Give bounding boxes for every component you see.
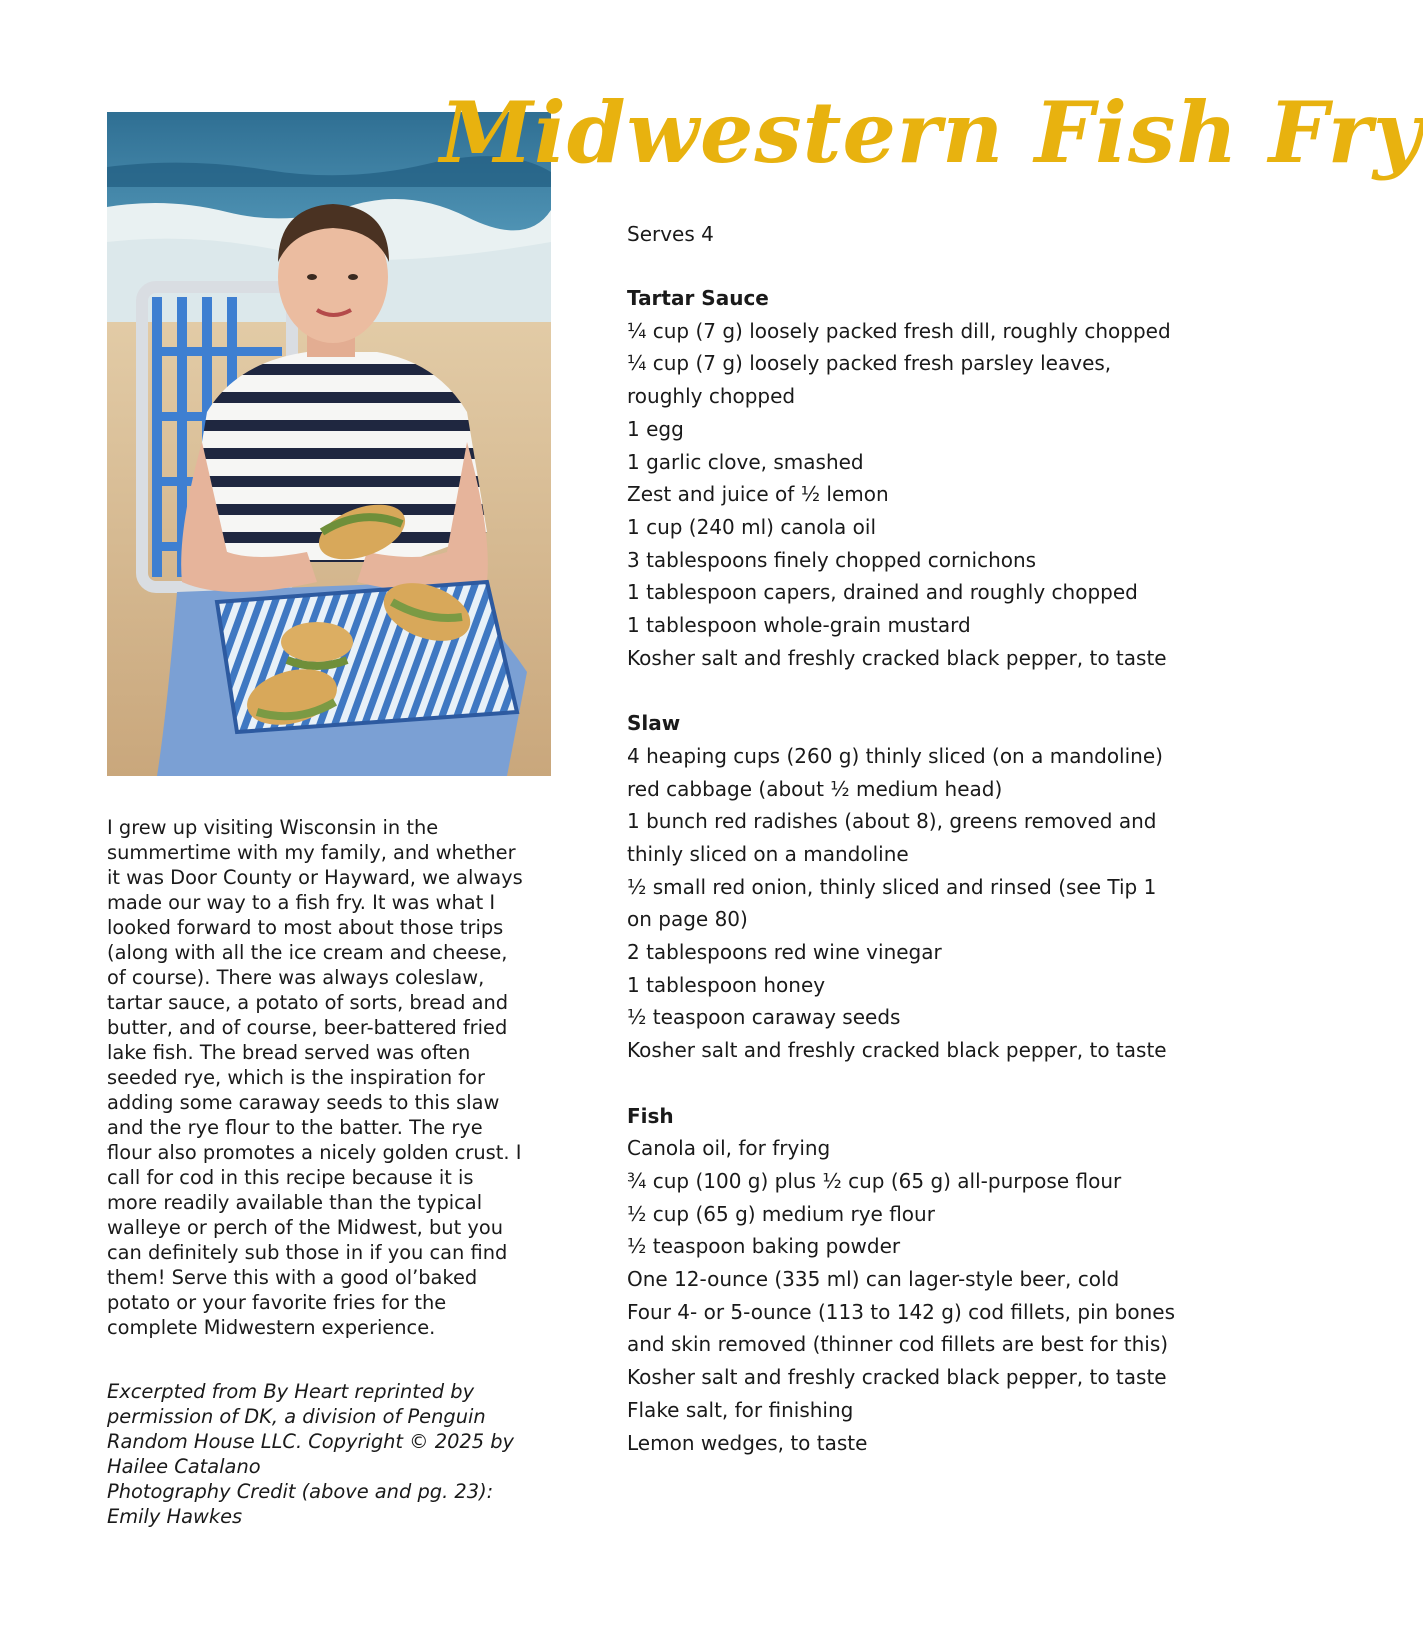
intro-line: (along with all the ice cream and cheese, [107, 941, 508, 964]
ingredient-item: roughly chopped [627, 384, 796, 409]
intro-line: them! Serve this with a good ol’baked [107, 1266, 478, 1289]
credits-paragraph [107, 1379, 562, 1529]
intro-line: walleye or perch of the Midwest, but you [107, 1216, 503, 1239]
intro-line: tartar sauce, a potato of sorts, bread and [107, 991, 509, 1014]
ingredient-item: ½ cup (65 g) medium rye flour [627, 1201, 935, 1226]
credit-line: Emily Hawkes [107, 1505, 243, 1528]
ingredient-item: red cabbage (about ½ medium head) [627, 776, 1003, 801]
ingredient-item: ½ small red onion, thinly sliced and rinsed (see Tip 1 [627, 874, 1157, 899]
intro-line: of course). There was always coleslaw, [107, 966, 485, 989]
intro-line: more readily available than the typical [107, 1191, 483, 1214]
ingredient-item: 1 cup (240 ml) canola oil [627, 514, 877, 539]
ingredient-list [627, 740, 1227, 1067]
ingredient-item: ¾ cup (100 g) plus ½ cup (65 g) all-purpose flour [627, 1168, 1122, 1193]
ingredient-item: 3 tablespoons finely chopped cornichons [627, 547, 1037, 572]
credit-line: Hailee Catalano [107, 1455, 261, 1478]
ingredient-item: ½ teaspoon caraway seeds [627, 1005, 901, 1030]
ingredient-list [627, 1132, 1227, 1459]
tartar-sauce-section [627, 282, 1227, 674]
credit-line: Excerpted from By Heart reprinted by [107, 1380, 475, 1403]
intro-line: adding some caraway seeds to this slaw [107, 1091, 500, 1114]
ingredient-item: Kosher salt and freshly cracked black pepper, to taste [627, 645, 1167, 670]
page-title: Midwestern Fish Fry [440, 83, 1423, 182]
intro-line: looked forward to most about those trips [107, 916, 504, 939]
intro-line: complete Midwestern experience. [107, 1316, 436, 1339]
intro-line: it was Door County or Hayward, we always [107, 866, 523, 889]
ingredients-column [627, 282, 1227, 1492]
credit-line: Random House LLC. Copyright © 2025 by [107, 1430, 515, 1453]
intro-line: and the rye flour to the batter. The rye [107, 1116, 483, 1139]
section-heading: Fish [627, 1103, 674, 1128]
intro-line: I grew up visiting Wisconsin in the [107, 816, 439, 839]
intro-paragraph [107, 815, 562, 1340]
intro-line: can definitely sub those in if you can find [107, 1241, 508, 1264]
ingredient-item: and skin removed (thinner cod fillets are best for this) [627, 1332, 1169, 1357]
ingredient-item: on page 80) [627, 907, 748, 932]
ingredient-item: 4 heaping cups (260 g) thinly sliced (on a mandoline) [627, 743, 1163, 768]
ingredient-item: 1 egg [627, 416, 684, 441]
intro-line: butter, and of course, beer-battered fried [107, 1016, 508, 1039]
fish-section [627, 1100, 1227, 1460]
ingredient-item: ¼ cup (7 g) loosely packed fresh dill, roughly chopped [627, 318, 1171, 343]
intro-line: made our way to a fish fry. It was what I [107, 891, 496, 914]
intro-line: call for cod in this recipe because it is [107, 1166, 474, 1189]
ingredient-item: 2 tablespoons red wine vinegar [627, 940, 942, 965]
ingredient-item: 1 bunch red radishes (about 8), greens removed and [627, 809, 1157, 834]
ingredient-item: Four 4- or 5-ounce (113 to 142 g) cod fillets, pin bones [627, 1299, 1176, 1324]
intro-line: seeded rye, which is the inspiration for [107, 1066, 485, 1089]
ingredient-item: Flake salt, for finishing [627, 1397, 854, 1422]
beach-illustration [107, 112, 551, 776]
ingredient-item: ¼ cup (7 g) loosely packed fresh parsley leaves, [627, 351, 1112, 376]
ingredient-item: Canola oil, for frying [627, 1136, 831, 1161]
intro-line: potato or your favorite fries for the [107, 1291, 447, 1314]
ingredient-item: 1 garlic clove, smashed [627, 449, 864, 474]
credit-line: Photography Credit (above and pg. 23): [107, 1480, 494, 1503]
ingredient-item: 1 tablespoon capers, drained and roughly chopped [627, 580, 1138, 605]
ingredient-item: Kosher salt and freshly cracked black pepper, to taste [627, 1365, 1167, 1390]
section-heading: Tartar Sauce [627, 286, 769, 310]
slaw-section [627, 707, 1227, 1067]
intro-line: flour also promotes a nicely golden crust. I [107, 1141, 522, 1164]
ingredient-list [627, 315, 1227, 675]
ingredient-item: Zest and juice of ½ lemon [627, 482, 889, 507]
serves-text: Serves 4 [627, 222, 714, 246]
ingredient-item: 1 tablespoon whole-grain mustard [627, 613, 971, 638]
credit-line: permission of DK, a division of Penguin [107, 1405, 486, 1428]
intro-line: lake fish. The bread served was often [107, 1041, 471, 1064]
ingredient-item: One 12-ounce (335 ml) can lager-style beer, cold [627, 1267, 1120, 1292]
ingredient-item: Kosher salt and freshly cracked black pepper, to taste [627, 1038, 1167, 1063]
section-heading: Slaw [627, 711, 681, 736]
intro-line: summertime with my family, and whether [107, 841, 516, 864]
hero-photo [107, 112, 551, 776]
ingredient-item: thinly sliced on a mandoline [627, 841, 909, 866]
ingredient-item: Lemon wedges, to taste [627, 1430, 868, 1455]
ingredient-item: 1 tablespoon honey [627, 972, 826, 997]
ingredient-item: ½ teaspoon baking powder [627, 1234, 901, 1259]
